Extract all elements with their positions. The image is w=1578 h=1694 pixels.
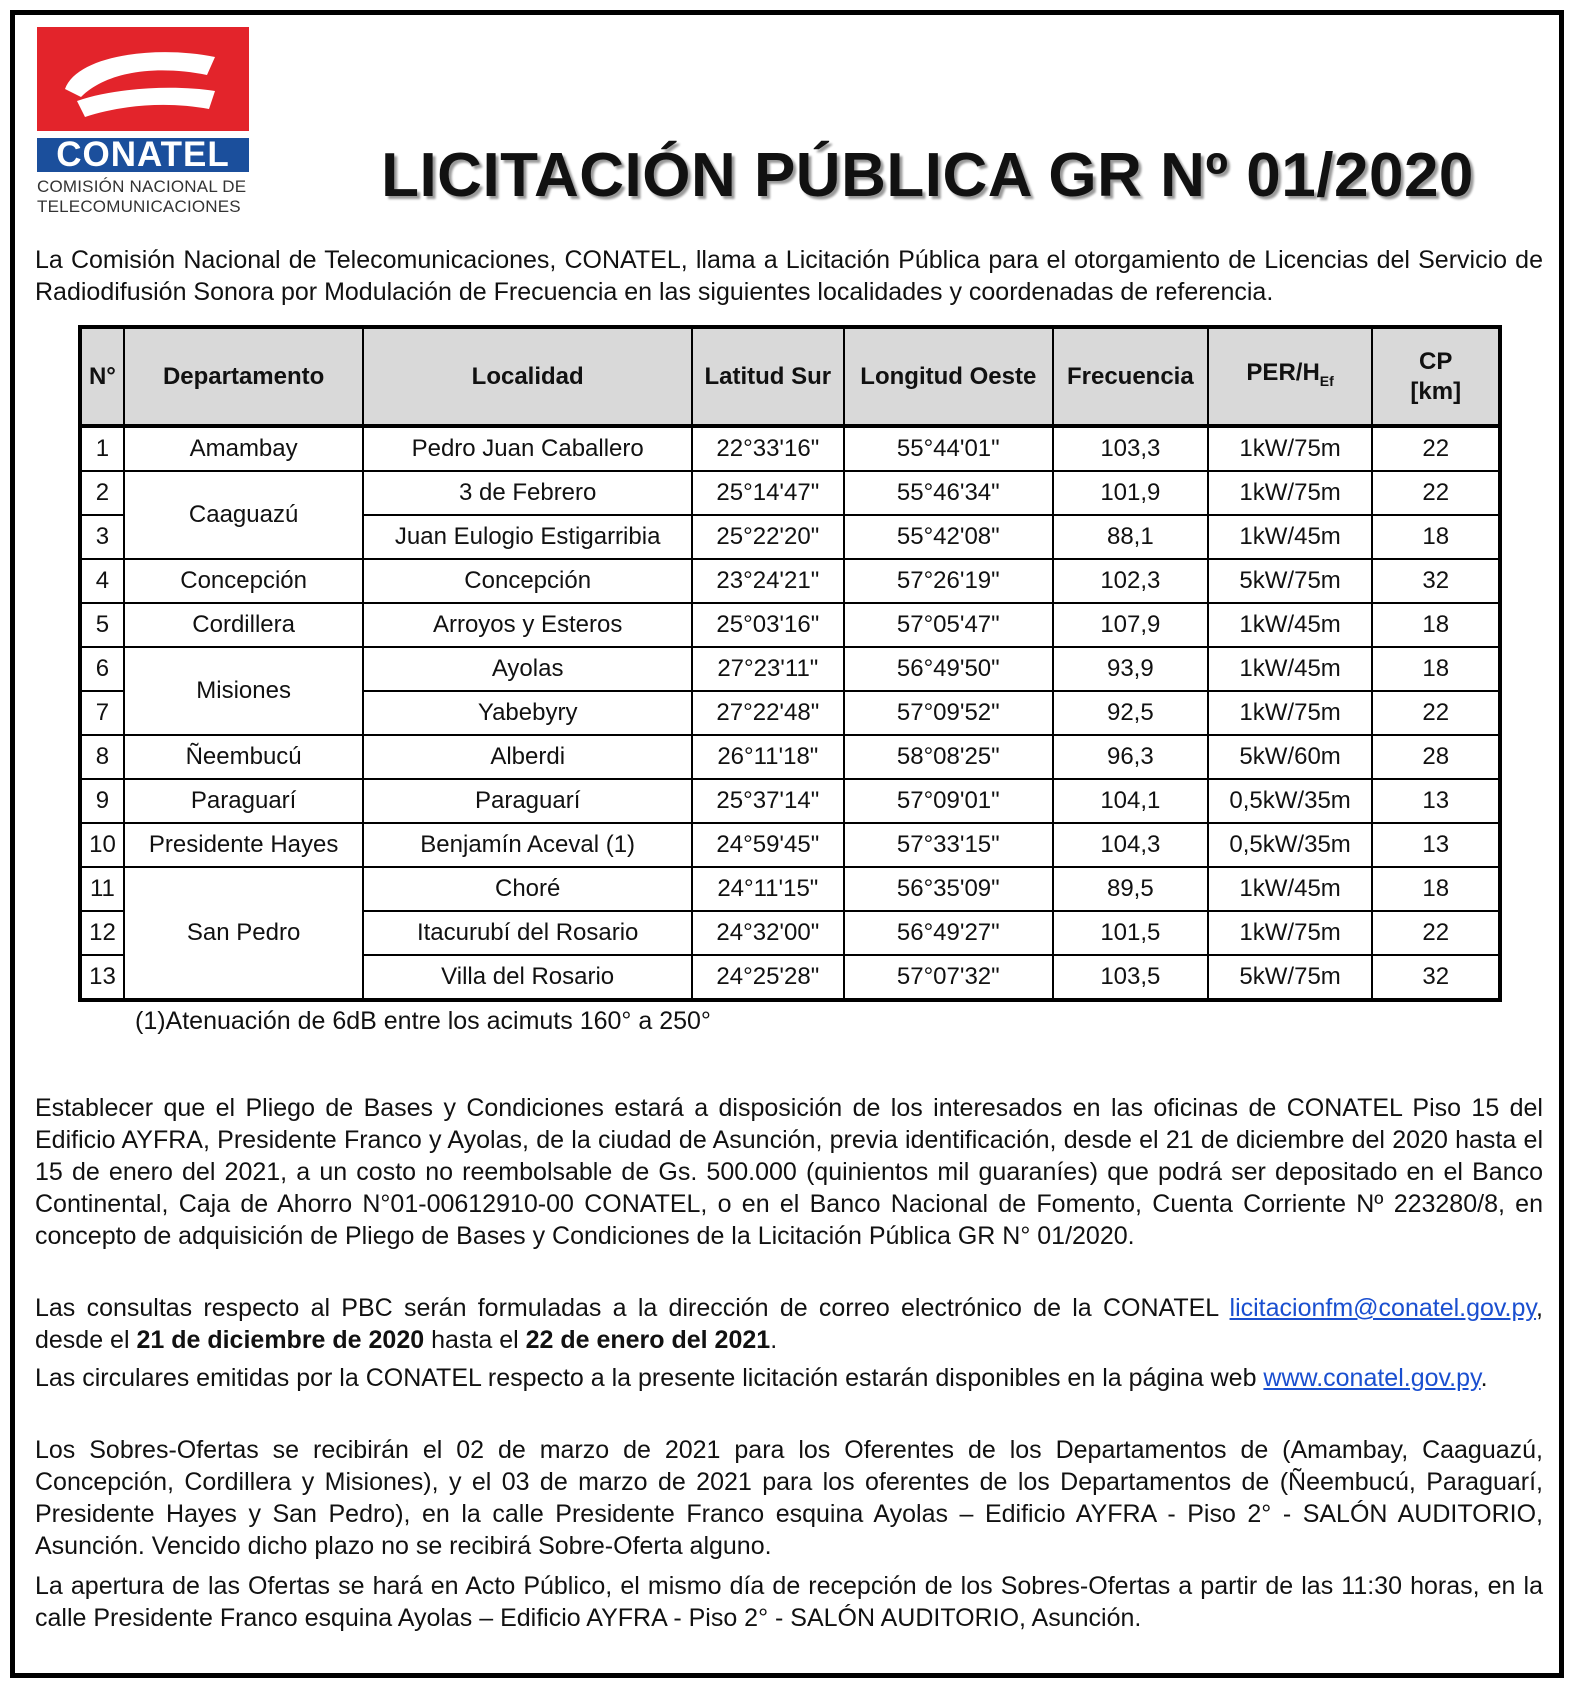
- consultas-text-b: , desde el: [35, 1294, 1543, 1354]
- cell-longitud: 57°09'52": [844, 691, 1053, 735]
- cell-frecuencia: 104,3: [1053, 823, 1208, 867]
- logo-line-1: COMISIÓN NACIONAL DE: [37, 177, 247, 196]
- table-row: [80, 735, 1500, 779]
- cell-localidad: Juan Eulogio Estigarribia: [363, 515, 692, 559]
- cell-departamento: Presidente Hayes: [124, 823, 363, 867]
- cell-localidad: Concepción: [363, 559, 692, 603]
- cell-cp: 18: [1372, 603, 1500, 647]
- cell-cp: 32: [1372, 559, 1500, 603]
- cell-longitud: 55°46'34": [844, 471, 1053, 515]
- cell-frecuencia: 104,1: [1053, 779, 1208, 823]
- cell-num: 7: [80, 691, 124, 735]
- cell-longitud: 56°49'27": [844, 911, 1053, 955]
- consultas-date-start: 21 de diciembre de 2020: [136, 1326, 425, 1354]
- table-footnote: (1)Atenuación de 6dB entre los acimuts 160° a 250°: [135, 1007, 711, 1035]
- cell-longitud: 57°07'32": [844, 955, 1053, 1000]
- table-row: [80, 779, 1500, 823]
- cell-longitud: 56°49'50": [844, 647, 1053, 691]
- circulares-text-a: Las circulares emitidas por la CONATEL respecto a la presente licitación estarán disponibles en la página web: [35, 1364, 1264, 1392]
- cell-cp: 13: [1372, 823, 1500, 867]
- cell-cp: 18: [1372, 647, 1500, 691]
- cell-departamento: Ñeembucú: [124, 735, 363, 779]
- email-link[interactable]: licitacionfm@conatel.gov.py: [1229, 1294, 1537, 1322]
- header-localidad: Localidad: [363, 327, 692, 426]
- cell-latitud: 24°11'15": [692, 867, 844, 911]
- cell-localidad: Arroyos y Esteros: [363, 603, 692, 647]
- header-latitud: Latitud Sur: [692, 327, 844, 426]
- cell-departamento: Paraguarí: [124, 779, 363, 823]
- cell-latitud: 24°25'28": [692, 955, 844, 1000]
- cell-per: 1kW/45m: [1208, 515, 1373, 559]
- page-title: LICITACIÓN PÚBLICA GR Nº 01/2020: [381, 141, 1474, 210]
- cell-departamento: Misiones: [124, 647, 363, 735]
- paragraph-sobres: Los Sobres-Ofertas se recibirán el 02 de marzo de 2021 para los Oferentes de los Departamentos de (Amambay, Caaguazú, Concepción, Cordillera y Misiones), y el 03 de marzo de 2021 para los oferentes de los Departamentos de (Ñeembucú, Paraguarí, Presidente Hayes y San Pedro), en la calle Presidente Franco esquina Ayolas – Edificio AYFRA - Piso 2° - SALÓN AUDITORIO, Asunción. Vencido dicho plazo no se recibirá Sobre-Oferta alguno.: [35, 1436, 1543, 1560]
- cell-cp: 22: [1372, 691, 1500, 735]
- consultas-text-a: Las consultas respecto al PBC serán formuladas a la dirección de correo electrónico de la CONATEL: [35, 1294, 1230, 1322]
- cell-cp: 22: [1372, 471, 1500, 515]
- cell-latitud: 22°33'16": [692, 426, 844, 471]
- cell-longitud: 57°09'01": [844, 779, 1053, 823]
- cell-departamento: Amambay: [124, 426, 363, 471]
- table-row: [80, 559, 1500, 603]
- header-cp-unit: [km]: [1410, 377, 1462, 405]
- paragraph-apertura: La apertura de las Ofertas se hará en Acto Público, el mismo día de recepción de los Sobres-Ofertas a partir de las 11:30 horas, en la calle Presidente Franco esquina Ayolas – Edificio AYFRA - Piso 2° - SALÓN AUDITORIO, Asunción.: [35, 1572, 1543, 1632]
- cell-cp: 22: [1372, 426, 1500, 471]
- header-per-main: PER/H: [1246, 358, 1320, 386]
- circulares-text-b: .: [1480, 1364, 1488, 1392]
- cell-frecuencia: 101,5: [1053, 911, 1208, 955]
- cell-per: 1kW/45m: [1208, 867, 1373, 911]
- cell-frecuencia: 103,5: [1053, 955, 1208, 1000]
- paragraph-circulares: [35, 1362, 1543, 1394]
- cell-latitud: 24°32'00": [692, 911, 844, 955]
- logo-emblem: [37, 27, 249, 131]
- cell-per: 1kW/75m: [1208, 691, 1373, 735]
- cell-latitud: 25°37'14": [692, 779, 844, 823]
- cell-longitud: 57°05'47": [844, 603, 1053, 647]
- cell-per: 5kW/60m: [1208, 735, 1373, 779]
- cell-localidad: Itacurubí del Rosario: [363, 911, 692, 955]
- cell-per: 5kW/75m: [1208, 955, 1373, 1000]
- cell-per: 1kW/45m: [1208, 647, 1373, 691]
- table-body: [80, 426, 1500, 1000]
- conatel-logo: [37, 27, 249, 217]
- cell-cp: 28: [1372, 735, 1500, 779]
- cell-latitud: 27°23'11": [692, 647, 844, 691]
- cell-cp: 22: [1372, 911, 1500, 955]
- cell-latitud: 24°59'45": [692, 823, 844, 867]
- header-num: N°: [80, 327, 124, 426]
- website-link[interactable]: www.conatel.gov.py: [1263, 1364, 1481, 1392]
- cell-longitud: 55°42'08": [844, 515, 1053, 559]
- table-header-row: [80, 327, 1500, 426]
- header-cp: [1372, 327, 1500, 426]
- header-departamento: Departamento: [124, 327, 363, 426]
- paragraph-pliego: Establecer que el Pliego de Bases y Condiciones estará a disposición de los interesados en las oficinas de CONATEL Piso 15 del Edificio AYFRA, Presidente Franco y Ayolas, de la ciudad de Asunción, previa identificación, desde el 21 de diciembre del 2020 hasta el 15 de enero del 2021, a un costo no reembolsable de Gs. 500.000 (quinientos mil guaraníes) que podrá ser depositado en el Banco Continental, Caja de Ahorro N°01-00612910-00 CONATEL, o en el Banco Nacional de Fomento, Cuenta Corriente Nº 223280/8, en concepto de adquisición de Pliego de Bases y Condiciones de la Licitación Pública GR N° 01/2020.: [35, 1094, 1543, 1250]
- cell-longitud: 57°26'19": [844, 559, 1053, 603]
- cell-num: 5: [80, 603, 124, 647]
- table-row: [80, 471, 1500, 515]
- cell-num: 10: [80, 823, 124, 867]
- cell-latitud: 23°24'21": [692, 559, 844, 603]
- header-cp-label: CP: [1419, 347, 1453, 375]
- intro-paragraph: La Comisión Nacional de Telecomunicaciones, CONATEL, llama a Licitación Pública para el otorgamiento de Licencias del Servicio de Radiodifusión Sonora por Modulación de Frecuencia en las siguientes localidades y coordenadas de referencia.: [35, 246, 1543, 306]
- cell-num: 8: [80, 735, 124, 779]
- header-per-sub: Ef: [1319, 372, 1334, 389]
- cell-num: 6: [80, 647, 124, 691]
- header-frecuencia: Frecuencia: [1053, 327, 1208, 426]
- cell-num: 11: [80, 867, 124, 911]
- cell-cp: 18: [1372, 515, 1500, 559]
- cell-per: 0,5kW/35m: [1208, 823, 1373, 867]
- cell-latitud: 25°03'16": [692, 603, 844, 647]
- frequency-table: [78, 325, 1502, 1002]
- consultas-text-d: .: [770, 1326, 778, 1354]
- cell-frecuencia: 96,3: [1053, 735, 1208, 779]
- cell-departamento: San Pedro: [124, 867, 363, 1000]
- cell-num: 12: [80, 911, 124, 955]
- cell-localidad: Pedro Juan Caballero: [363, 426, 692, 471]
- table-row: [80, 823, 1500, 867]
- cell-departamento: Caaguazú: [124, 471, 363, 559]
- cell-localidad: Ayolas: [363, 647, 692, 691]
- cell-cp: 18: [1372, 867, 1500, 911]
- cell-per: 0,5kW/35m: [1208, 779, 1373, 823]
- cell-num: 3: [80, 515, 124, 559]
- cell-num: 1: [80, 426, 124, 471]
- table-row: [80, 426, 1500, 471]
- table-row: [80, 647, 1500, 691]
- cell-frecuencia: 101,9: [1053, 471, 1208, 515]
- cell-num: 4: [80, 559, 124, 603]
- cell-per: 1kW/75m: [1208, 471, 1373, 515]
- cell-longitud: 57°33'15": [844, 823, 1053, 867]
- cell-departamento: Concepción: [124, 559, 363, 603]
- cell-frecuencia: 88,1: [1053, 515, 1208, 559]
- cell-per: 1kW/75m: [1208, 426, 1373, 471]
- cell-frecuencia: 92,5: [1053, 691, 1208, 735]
- cell-localidad: Villa del Rosario: [363, 955, 692, 1000]
- cell-latitud: 26°11'18": [692, 735, 844, 779]
- logo-subtitle: [37, 177, 249, 217]
- cell-longitud: 56°35'09": [844, 867, 1053, 911]
- cell-per: 1kW/45m: [1208, 603, 1373, 647]
- cell-latitud: 27°22'48": [692, 691, 844, 735]
- cell-num: 9: [80, 779, 124, 823]
- cell-cp: 32: [1372, 955, 1500, 1000]
- cell-frecuencia: 89,5: [1053, 867, 1208, 911]
- logo-brand: CONATEL: [37, 135, 249, 172]
- logo-swoosh-icon: [37, 27, 249, 131]
- cell-frecuencia: 103,3: [1053, 426, 1208, 471]
- logo-line-2: TELECOMUNICACIONES: [37, 197, 241, 216]
- cell-localidad: Paraguarí: [363, 779, 692, 823]
- cell-frecuencia: 107,9: [1053, 603, 1208, 647]
- paragraph-consultas: [35, 1292, 1543, 1356]
- cell-localidad: 3 de Febrero: [363, 471, 692, 515]
- cell-localidad: Choré: [363, 867, 692, 911]
- cell-frecuencia: 93,9: [1053, 647, 1208, 691]
- cell-localidad: Benjamín Aceval (1): [363, 823, 692, 867]
- cell-departamento: Cordillera: [124, 603, 363, 647]
- header-per: [1208, 327, 1373, 426]
- consultas-date-end: 22 de enero del 2021: [525, 1326, 771, 1354]
- consultas-text-c: hasta el: [424, 1326, 526, 1354]
- cell-localidad: Yabebyry: [363, 691, 692, 735]
- cell-per: 1kW/75m: [1208, 911, 1373, 955]
- table-row: [80, 603, 1500, 647]
- cell-num: 13: [80, 955, 124, 1000]
- cell-frecuencia: 102,3: [1053, 559, 1208, 603]
- cell-latitud: 25°14'47": [692, 471, 844, 515]
- cell-longitud: 58°08'25": [844, 735, 1053, 779]
- cell-cp: 13: [1372, 779, 1500, 823]
- cell-per: 5kW/75m: [1208, 559, 1373, 603]
- cell-latitud: 25°22'20": [692, 515, 844, 559]
- header-longitud: Longitud Oeste: [844, 327, 1053, 426]
- cell-localidad: Alberdi: [363, 735, 692, 779]
- table-row: [80, 867, 1500, 911]
- cell-num: 2: [80, 471, 124, 515]
- cell-longitud: 55°44'01": [844, 426, 1053, 471]
